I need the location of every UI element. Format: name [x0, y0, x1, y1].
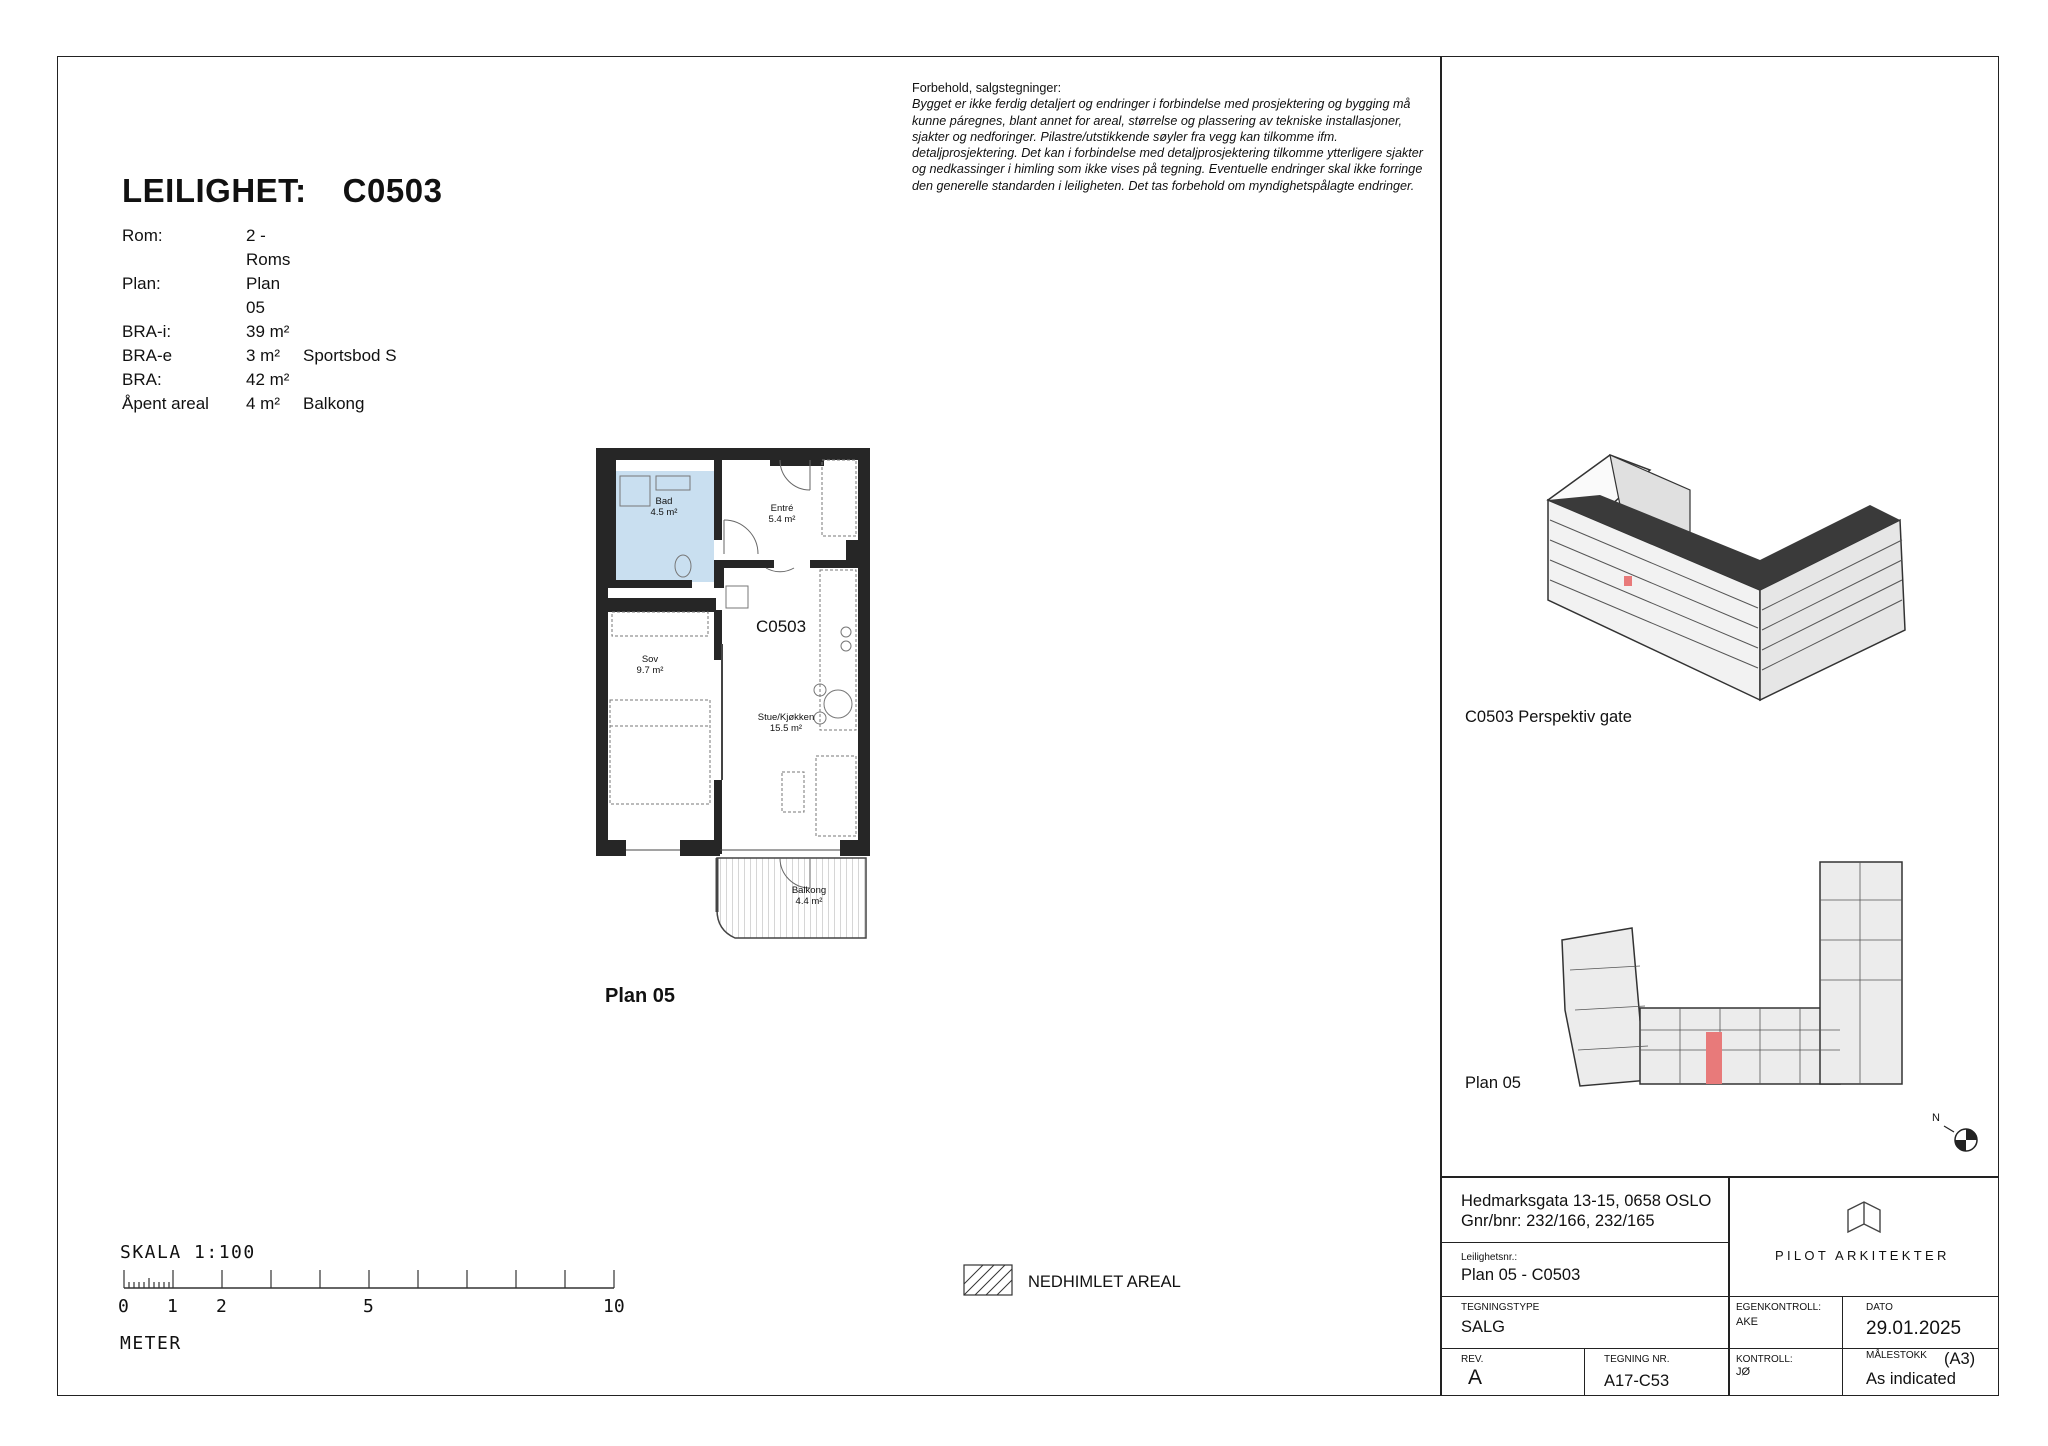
- building-perspective-image: [1525, 440, 1925, 720]
- info-row: [122, 392, 397, 416]
- firm-logo-icon: [1844, 1200, 1884, 1234]
- apartment-code: C0503: [342, 172, 443, 209]
- info-extra: Balkong: [303, 394, 365, 413]
- check-label: KONTROLL:: [1736, 1354, 1793, 1365]
- info-extra: Sportsbod S: [303, 346, 397, 365]
- firm-name: PILOT ARKITEKTER: [1775, 1248, 1950, 1263]
- tb-divider: [1728, 1176, 1730, 1396]
- drawing-type-value: SALG: [1461, 1318, 1506, 1336]
- info-value: Plan 05: [246, 274, 281, 317]
- apartment-title: [122, 172, 442, 210]
- tb-divider: [1842, 1296, 1843, 1396]
- apartment-no-label: Leilighetsnr.:: [1461, 1252, 1518, 1263]
- apartment-no-value: Plan 05 - C0503: [1461, 1266, 1581, 1284]
- scale-title: SKALA 1:100: [120, 1242, 256, 1263]
- bathroom-tile: [616, 471, 714, 582]
- legend-label: NEDHIMLET AREAL: [1028, 1273, 1181, 1291]
- scale-bar: [120, 1262, 620, 1294]
- check-value: JØ: [1736, 1366, 1751, 1378]
- key-plan-image: [1555, 855, 1915, 1095]
- drawing-no-label: TEGNING NR.: [1604, 1354, 1670, 1365]
- drawing-type-label: TEGNINGSTYPE: [1461, 1302, 1540, 1313]
- scale-label-tb: MÅLESTOKK: [1866, 1350, 1927, 1361]
- info-value: 39 m²: [246, 322, 290, 341]
- tb-divider: [1440, 1242, 1728, 1243]
- scale-label: 2: [216, 1296, 227, 1317]
- info-row: [122, 368, 397, 392]
- scale-label: 10: [603, 1296, 625, 1317]
- info-value: 42 m²: [246, 370, 290, 389]
- tb-divider: [1584, 1348, 1585, 1396]
- paper-format: (A3): [1944, 1350, 1976, 1368]
- info-label: Rom:: [122, 226, 163, 245]
- info-label: Åpent areal: [122, 394, 209, 413]
- tb-divider: [1440, 1176, 1999, 1178]
- north-label: N: [1932, 1112, 1940, 1124]
- info-row: [122, 224, 397, 272]
- info-label: BRA:: [122, 370, 162, 389]
- room-label-bad: Bad 4.5 m²: [650, 496, 678, 518]
- tb-divider: [1440, 1296, 1999, 1297]
- info-label: BRA-e: [122, 346, 173, 365]
- info-label: Plan:: [122, 274, 161, 293]
- info-value: 3 m²: [246, 346, 280, 365]
- room-label-stue: Stue/Kjøkken 15.5 m²: [757, 712, 815, 734]
- hatch-legend-icon: [963, 1264, 1013, 1296]
- perspective-caption: C0503 Perspektiv gate: [1465, 708, 1632, 726]
- drawing-no-value: A17-C53: [1604, 1372, 1670, 1390]
- room-label-entre: Entré 5.4 m²: [768, 503, 796, 525]
- info-row: [122, 320, 397, 344]
- info-value: 4 m²: [246, 394, 280, 413]
- scale-value-tb: As indicated: [1866, 1370, 1956, 1388]
- info-row: [122, 272, 397, 320]
- key-plan-highlight: [1706, 1032, 1722, 1084]
- info-row: [122, 344, 397, 368]
- scale-label: 5: [363, 1296, 374, 1317]
- disclaimer-body: Bygget er ikke ferdig detaljert og endringer i forbindelse med prosjektering og bygging må kunne páregnes, blant annet for areal, størrelse og plassering av tekniske installasjoner, sjakter og nedforinger. Pilastre/utstikkende søyler fra vegg kan tilkomme ifm. detaljprosjektering. Det kan i forbindelse med detaljprosjektering tilkomme ytterligere sjakter og nedkassinger i himling som ikke vises på tegning. Eventuelle endringer skal ikke forringe den generelle standarden i leiligheten. Det tas forbehold om myndighetspålagte endringer.: [912, 97, 1423, 193]
- property-id: Gnr/bnr: 232/166, 232/165: [1461, 1212, 1655, 1230]
- revision-value: A: [1468, 1366, 1483, 1389]
- key-plan-caption: Plan 05: [1465, 1074, 1521, 1092]
- sales-disclaimer: [912, 80, 1432, 194]
- room-label-balkong: Balkong 4.4 m²: [791, 885, 827, 907]
- date-value: 29.01.2025: [1866, 1318, 1962, 1339]
- address: Hedmarksgata 13-15, 0658 OSLO: [1461, 1192, 1712, 1210]
- apartment-highlight: [1624, 576, 1632, 586]
- apartment-floorplan: [590, 440, 880, 950]
- floorplan-caption: Plan 05: [605, 985, 676, 1007]
- info-value: 2 - Roms: [246, 226, 291, 269]
- revision-label: REV.: [1461, 1354, 1484, 1365]
- room-label-sov: Sov 9.7 m²: [636, 654, 664, 676]
- scale-unit: METER: [120, 1333, 182, 1354]
- tb-divider: [1440, 1348, 1999, 1349]
- scale-label: 1: [167, 1296, 178, 1317]
- date-label: DATO: [1866, 1302, 1893, 1313]
- self-check-label: EGENKONTROLL:: [1736, 1302, 1822, 1313]
- apartment-info-table: [122, 224, 397, 416]
- floorplan-apartment-label: C0503: [756, 617, 807, 636]
- sidebar-divider: [1440, 56, 1442, 1396]
- disclaimer-heading: Forbehold, salgstegninger:: [912, 81, 1062, 95]
- self-check-value: AKE: [1736, 1316, 1759, 1328]
- scale-label: 0: [118, 1296, 129, 1317]
- info-label: BRA-i:: [122, 322, 172, 341]
- title-label: LEILIGHET:: [122, 172, 307, 209]
